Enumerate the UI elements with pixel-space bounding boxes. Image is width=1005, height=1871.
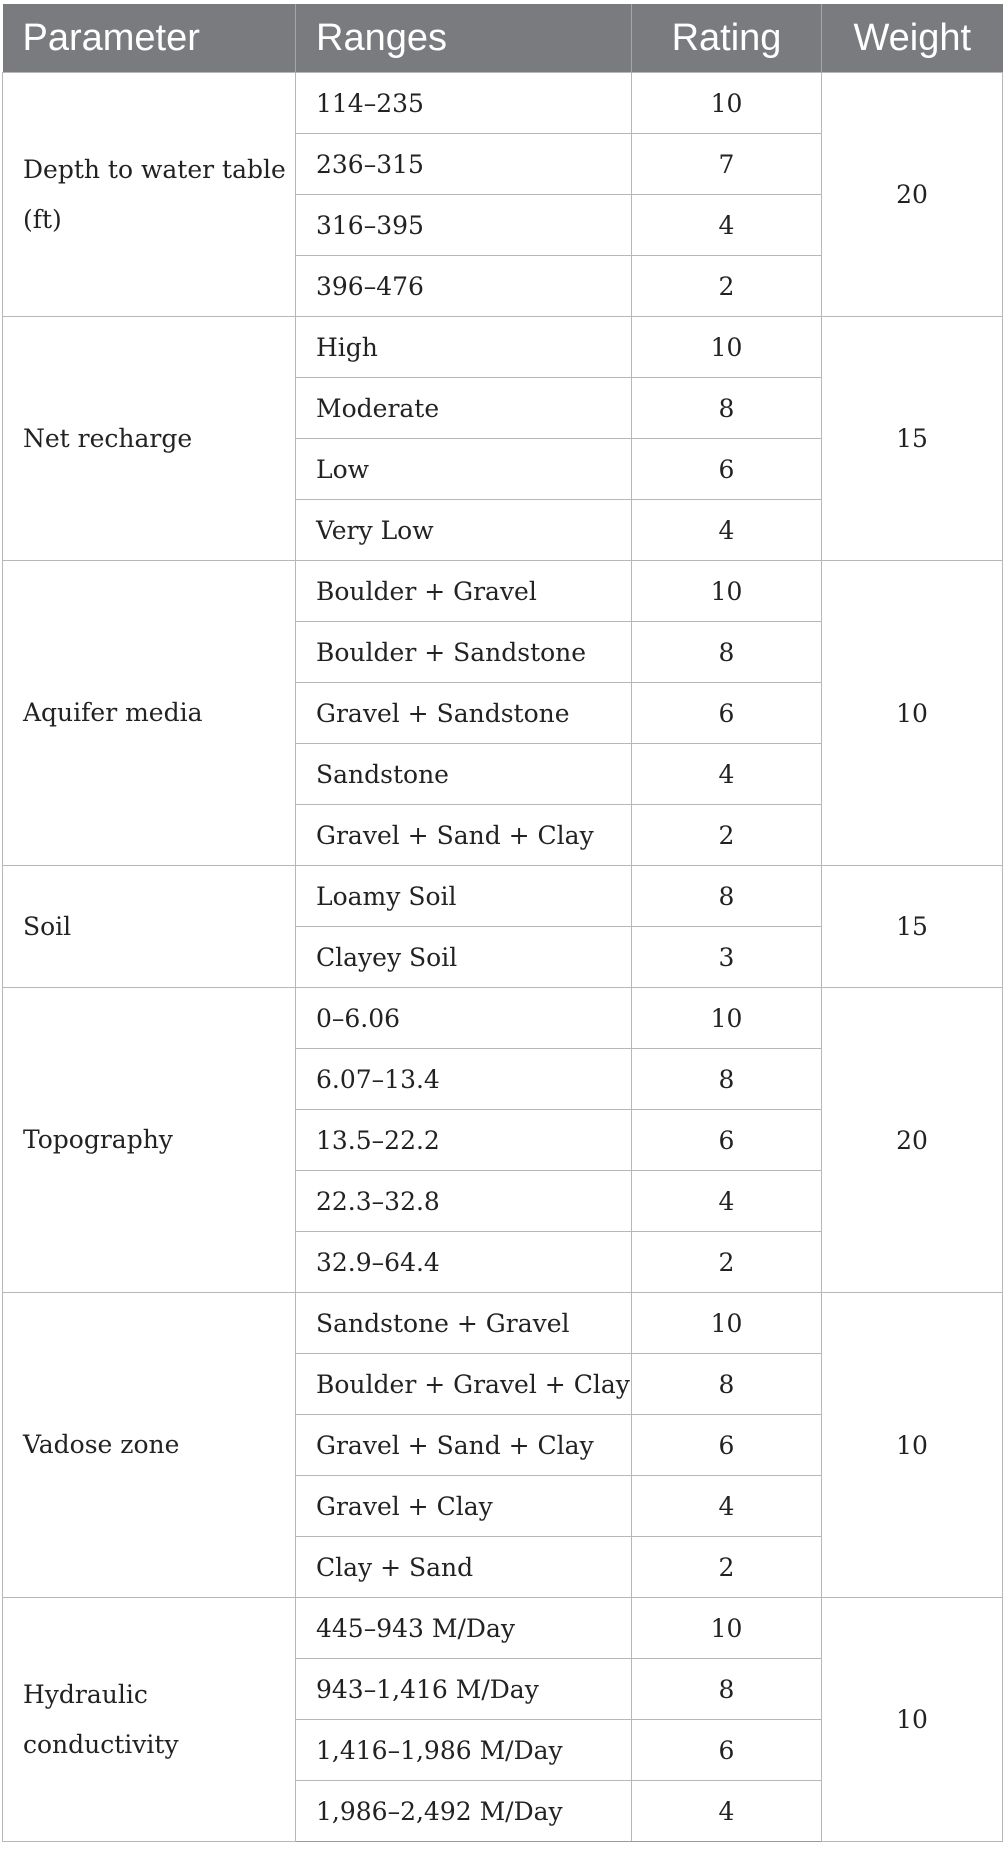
rating-cell: 4 <box>632 744 822 805</box>
parameter-cell: Aquifer media <box>3 561 296 866</box>
range-cell: Sandstone <box>296 744 632 805</box>
rating-cell: 10 <box>632 1598 822 1659</box>
rating-cell: 6 <box>632 683 822 744</box>
header-row <box>3 4 1003 73</box>
header-weight: Weight <box>822 4 1003 73</box>
weight-cell: 20 <box>822 73 1003 317</box>
rating-cell: 6 <box>632 1110 822 1171</box>
range-cell: Boulder + Sandstone <box>296 622 632 683</box>
header-rating: Rating <box>632 4 822 73</box>
rating-cell: 2 <box>632 1232 822 1293</box>
rating-cell: 10 <box>632 73 822 134</box>
header-parameter: Parameter <box>3 4 296 73</box>
range-cell: 445–943 M/Day <box>296 1598 632 1659</box>
range-cell: Low <box>296 439 632 500</box>
range-cell: Clayey Soil <box>296 927 632 988</box>
rating-cell: 10 <box>632 317 822 378</box>
range-cell: 236–315 <box>296 134 632 195</box>
rating-cell: 6 <box>632 1720 822 1781</box>
rating-cell: 2 <box>632 805 822 866</box>
range-cell: 396–476 <box>296 256 632 317</box>
range-cell: Boulder + Gravel + Clay <box>296 1354 632 1415</box>
range-cell: 1,416–1,986 M/Day <box>296 1720 632 1781</box>
range-cell: 32.9–64.4 <box>296 1232 632 1293</box>
rating-cell: 6 <box>632 439 822 500</box>
weight-cell: 10 <box>822 561 1003 866</box>
range-cell: Sandstone + Gravel <box>296 1293 632 1354</box>
rating-cell: 8 <box>632 866 822 927</box>
table-body <box>3 73 1003 1842</box>
range-cell: Gravel + Clay <box>296 1476 632 1537</box>
rating-cell: 8 <box>632 1354 822 1415</box>
rating-cell: 2 <box>632 1537 822 1598</box>
rating-cell: 4 <box>632 1781 822 1842</box>
parameter-cell: Net recharge <box>3 317 296 561</box>
range-cell: 22.3–32.8 <box>296 1171 632 1232</box>
rating-cell: 6 <box>632 1415 822 1476</box>
rating-cell: 8 <box>632 1049 822 1110</box>
rating-cell: 7 <box>632 134 822 195</box>
rating-cell: 8 <box>632 378 822 439</box>
range-cell: Loamy Soil <box>296 866 632 927</box>
weight-cell: 15 <box>822 866 1003 988</box>
range-cell: Moderate <box>296 378 632 439</box>
table-row <box>3 73 1003 134</box>
parameter-cell: Hydraulic conductivity <box>3 1598 296 1842</box>
table-row <box>3 561 1003 622</box>
weight-cell: 10 <box>822 1598 1003 1842</box>
table-row <box>3 866 1003 927</box>
rating-cell: 10 <box>632 1293 822 1354</box>
range-cell: Gravel + Sand + Clay <box>296 805 632 866</box>
drastic-parameter-table <box>2 4 1003 1842</box>
range-cell: 13.5–22.2 <box>296 1110 632 1171</box>
rating-cell: 3 <box>632 927 822 988</box>
rating-cell: 4 <box>632 195 822 256</box>
range-cell: Gravel + Sand + Clay <box>296 1415 632 1476</box>
range-cell: 0–6.06 <box>296 988 632 1049</box>
rating-cell: 8 <box>632 1659 822 1720</box>
rating-cell: 10 <box>632 561 822 622</box>
weight-cell: 20 <box>822 988 1003 1293</box>
range-cell: Clay + Sand <box>296 1537 632 1598</box>
parameter-cell: Vadose zone <box>3 1293 296 1598</box>
range-cell: 1,986–2,492 M/Day <box>296 1781 632 1842</box>
range-cell: High <box>296 317 632 378</box>
range-cell: Boulder + Gravel <box>296 561 632 622</box>
range-cell: 943–1,416 M/Day <box>296 1659 632 1720</box>
weight-cell: 10 <box>822 1293 1003 1598</box>
table-row <box>3 988 1003 1049</box>
rating-cell: 8 <box>632 622 822 683</box>
range-cell: 6.07–13.4 <box>296 1049 632 1110</box>
range-cell: Gravel + Sandstone <box>296 683 632 744</box>
parameter-cell: Topography <box>3 988 296 1293</box>
table-header <box>3 4 1003 73</box>
rating-cell: 4 <box>632 1171 822 1232</box>
parameter-cell: Soil <box>3 866 296 988</box>
range-cell: Very Low <box>296 500 632 561</box>
rating-cell: 4 <box>632 500 822 561</box>
range-cell: 114–235 <box>296 73 632 134</box>
range-cell: 316–395 <box>296 195 632 256</box>
parameter-cell: Depth to water table (ft) <box>3 73 296 317</box>
table-row <box>3 317 1003 378</box>
table-row <box>3 1598 1003 1659</box>
rating-cell: 10 <box>632 988 822 1049</box>
weight-cell: 15 <box>822 317 1003 561</box>
rating-cell: 2 <box>632 256 822 317</box>
table-row <box>3 1293 1003 1354</box>
header-ranges: Ranges <box>296 4 632 73</box>
rating-cell: 4 <box>632 1476 822 1537</box>
